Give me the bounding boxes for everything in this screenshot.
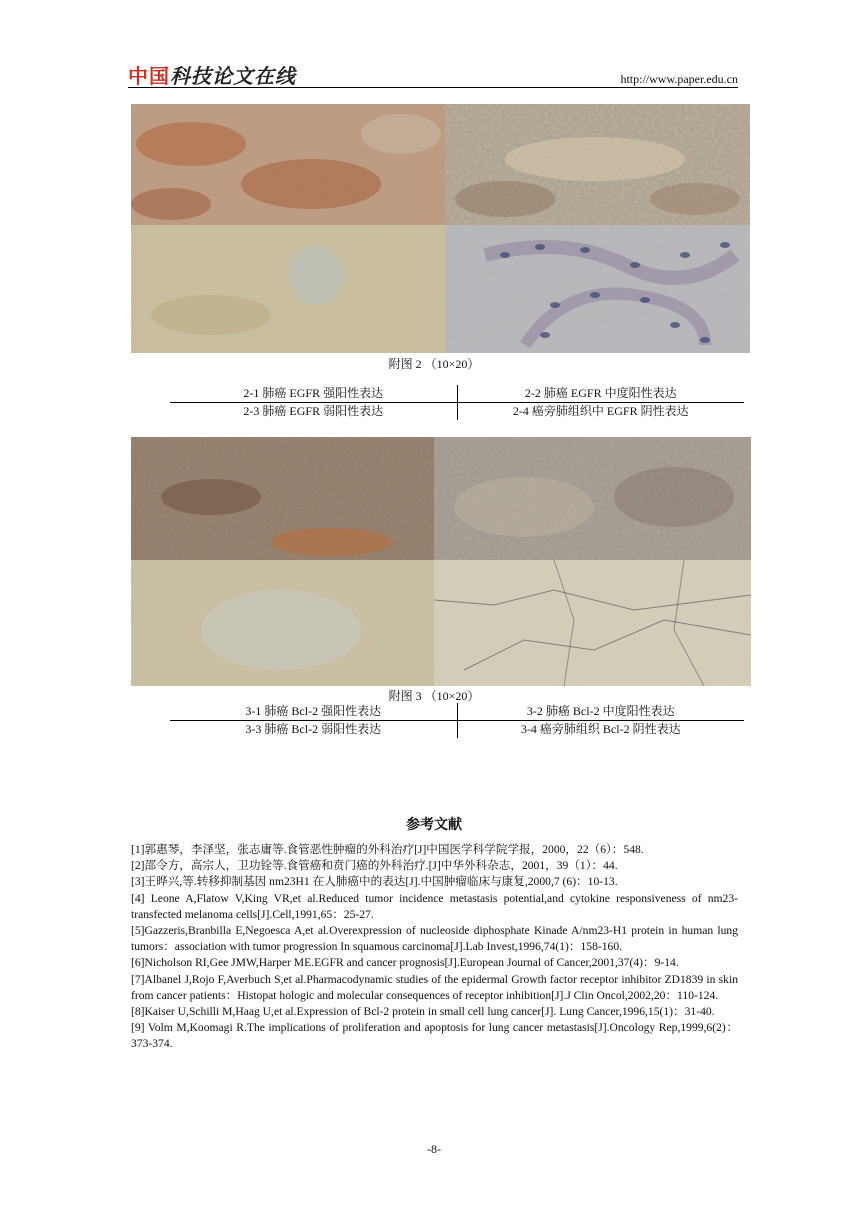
micrograph-3-3 <box>131 560 434 686</box>
micrograph-2-3 <box>131 225 445 353</box>
panel-label-2-2: 2-2 肺癌 EGFR 中度阳性表达 <box>524 386 677 400</box>
header-divider <box>128 87 738 88</box>
panel-label-3-3: 3-3 肺癌 Bcl-2 弱阳性表达 <box>170 721 458 738</box>
reference-item: [6]Nicholson RI,Gee JMW,Harper ME.EGFR and cancer prognosis[J].European Journal of Cancer,2001,37(4)：9-14. <box>131 956 679 970</box>
references-title: 参考文献 <box>406 817 462 833</box>
figure-2-label-row <box>170 385 744 403</box>
reference-item: [2]邵令方，高宗人，卫功铨等.食管癌和贲门癌的外科治疗.[J]中华外科杂志，2001，39（1）：44. <box>131 859 618 873</box>
micrograph-2-2 <box>445 104 750 225</box>
reference-item: [7]Albanel J,Rojo F,Averbuch S,et al.Pharmacodynamic studies of the epidermal Growth factor receptor inhibitor ZD1839 in skin from cancer patients：Histopat hologic and molecular consequences of receptor inhibition[J].J Clin Oncol,2002,20：110-124. <box>131 972 738 1002</box>
figure-3-caption: 附图 3 （10×20） <box>388 689 480 703</box>
panel-label-3-1: 3-1 肺癌 Bcl-2 强阳性表达 <box>170 703 458 720</box>
micrograph-3-1 <box>131 437 434 560</box>
micrograph-2-1 <box>131 104 445 225</box>
header-url[interactable]: http://www.paper.edu.cn <box>620 72 738 86</box>
micrograph-3-4 <box>434 560 751 686</box>
references-list <box>131 842 738 1053</box>
figure-2-caption: 附图 2 （10×20） <box>388 357 480 371</box>
figure-2-label-row <box>170 403 744 420</box>
micrograph-3-2 <box>434 437 751 560</box>
reference-item: [1]郭惠琴，李泽坚，张志庸等.食管恶性肿瘤的外科治疗[J]中国医学科学院学报，2000，22（6）：548. <box>131 843 644 856</box>
panel-label-2-3: 2-3 肺癌 EGFR 弱阳性表达 <box>170 403 458 420</box>
journal-logo <box>128 60 296 89</box>
figure-3-panel-labels <box>170 703 744 738</box>
figure-3-label-row <box>170 703 744 721</box>
logo-red-text: 中国 <box>128 64 170 88</box>
panel-label-3-4: 3-4 癌旁肺组织 Bcl-2 阴性表达 <box>520 722 681 736</box>
panel-label-2-4: 2-4 癌旁肺组织中 EGFR 阴性表达 <box>512 404 689 418</box>
micrograph-2-4 <box>445 225 750 353</box>
reference-item: [8]Kaiser U,Schilli M,Haag U,et al.Expression of Bcl-2 protein in small cell lung cancer[J]. Lung Cancer,1996,15(1)：31-40. <box>131 1005 715 1019</box>
reference-item: [3]王晔兴,等.转移抑制基因 nm23H1 在人肺癌中的表达[J].中国肿瘤临床与康复,2000,7 (6)：10-13. <box>131 875 618 889</box>
logo-black-text: 科技论文在线 <box>170 64 296 88</box>
page-number: -8- <box>427 1142 441 1156</box>
figure-3-label-row <box>170 721 744 738</box>
reference-item: [4] Leone A,Flatow V,King VR,et al.Reduced tumor incidence metastasis potential,and cytokine responsiveness of nm23-transfected melanoma cells[J].Cell,1991,65：25-27. <box>131 891 738 921</box>
reference-item: [5]Gazzeris,Branbilla E,Negoesca A,et al.Overexpression of nucleoside diphosphate Kinade A/nm23-H1 protein in human lung tumors：association with tumor progression In squamous carcinoma[J].Lab Invest,1996,74(1)：158-160. <box>131 924 738 954</box>
reference-item: [9] Volm M,Koomagi R.The implications of proliferation and apoptosis for lung cancer metastasis[J].Oncology Rep,1999,6(2)：373-374. <box>131 1021 738 1051</box>
figure-2-panel-labels <box>170 385 744 420</box>
panel-label-3-2: 3-2 肺癌 Bcl-2 中度阳性表达 <box>526 704 675 718</box>
panel-label-2-1: 2-1 肺癌 EGFR 强阳性表达 <box>170 385 458 402</box>
